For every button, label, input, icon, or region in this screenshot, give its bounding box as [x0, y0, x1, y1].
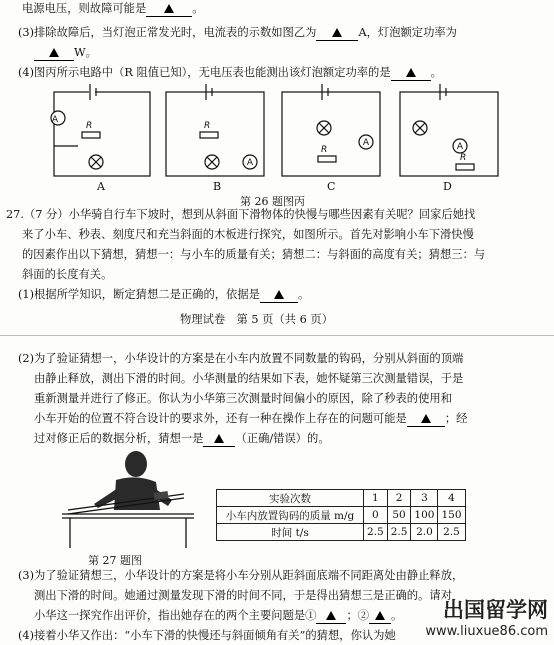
- q27-intro-3: 的因素作出以下猜想，猜想一：与小车的质量有关；猜想二：与斜面的高度有关；猜想三：与: [22, 248, 486, 261]
- svg-text:R: R: [86, 121, 93, 131]
- circuit-label-a: A: [97, 180, 105, 193]
- svg-text:A: A: [246, 158, 254, 168]
- q27-q2-line-3: 重新测量并进行了修正。你认为小华第三次测量时间偏小的原因，除了秒表的使用和: [34, 392, 452, 405]
- table-header-row: [217, 490, 466, 507]
- svg-text:R: R: [321, 145, 328, 155]
- table-cell: 2.5: [364, 524, 388, 541]
- table-cell: 2: [387, 490, 411, 507]
- table-cell: 150: [438, 507, 465, 524]
- q27-q4-line-1: (4)接着小华又作出：“小车下滑的快慢还与斜面倾角有关”的猜想，你认为她: [18, 629, 396, 642]
- blank-marker-icon: [274, 290, 284, 299]
- page-footer: 物理试卷 第 5 页（共 6 页）: [180, 313, 334, 326]
- q27-intro-2: 来了小车、秒表、刻度尺和充当斜面的木板进行探究，如图所示。首先对影响小车下滑快慢: [22, 228, 474, 241]
- q27-q3-line-1: (3)为了验证猜想三，小华设计的方案是将小车分别从距斜面底端不同距离处由静止释放，: [18, 569, 464, 582]
- watermark-url: www.liuxue86.com: [425, 624, 548, 639]
- blank-marker-icon: [214, 434, 224, 443]
- blank-marker-icon: [49, 48, 59, 57]
- watermark-name: 出国留学网: [443, 598, 548, 622]
- watermark: [425, 594, 548, 639]
- q27-intro-1: 27.（7 分）小华骑自行车下坡时，想到从斜面下滑物体的快慢与哪些因素有关呢？回家后她找: [6, 208, 476, 221]
- page-separator: [0, 335, 554, 336]
- circuit-c: [282, 84, 380, 176]
- q27-q2-line-2: 由静止释放，测出下滑的时间。小华测量的结果如下表，她怀疑第三次测量错误，于是: [34, 372, 464, 385]
- blank-marker-icon: [332, 28, 342, 37]
- blank-marker-icon: [164, 4, 174, 13]
- table-cell: 2.5: [438, 524, 465, 541]
- circuit-d: [400, 84, 498, 176]
- incline-experiment-figure: [54, 440, 210, 550]
- q27-question-1: (1)根据所学知识，断定猜想二是正确的，依据是 。: [18, 288, 310, 301]
- svg-text:R: R: [460, 153, 467, 163]
- q26-line-3: W。: [34, 46, 97, 61]
- circuit-a: [51, 84, 150, 176]
- blank-marker-icon: [375, 611, 385, 620]
- q26-line-4: (4)图丙所示电路中（R 阻值已知），无电压表也能测出该灯泡额定功率的是 。: [18, 66, 442, 79]
- svg-text:A: A: [456, 142, 464, 152]
- svg-text:A: A: [51, 115, 59, 125]
- table-cell: 时间 t/s: [217, 524, 364, 541]
- table-cell: 2.0: [411, 524, 438, 541]
- svg-text:A: A: [362, 138, 370, 148]
- circuit-diagrams: [0, 80, 554, 200]
- table-cell: 4: [438, 490, 465, 507]
- circuit-label-c: C: [327, 180, 336, 193]
- experiment-table: [216, 489, 466, 541]
- table-cell: 0: [364, 507, 388, 524]
- table-cell: 50: [387, 507, 411, 524]
- q27-q3-line-3: 小华这一探究作出评价，指出她存在的两个主要问题是① ；② 。: [34, 609, 403, 622]
- q27-q2-line-1: (2)为了验证猜想一，小华设计的方案是在小车内放置不同数量的钩码，分别从斜面的顶端: [18, 352, 464, 365]
- blank-marker-icon: [421, 414, 431, 423]
- table-cell: 3: [411, 490, 438, 507]
- circuit-label-d: D: [443, 180, 452, 193]
- figure-caption-27: 第 27 题图: [88, 554, 142, 567]
- svg-text:R: R: [204, 121, 211, 131]
- table-cell: 小车内放置钩码的质量 m/g: [217, 507, 364, 524]
- q27-intro-4: 斜面的长度有关。: [22, 268, 113, 281]
- q26-line-1: 电源电压，则故障可能是 。: [22, 2, 204, 15]
- blank-marker-icon: [326, 611, 336, 620]
- q27-q3-line-2: 测出下滑的时间。她通过测量发现下滑的时间不同，于是得出猜想三是正确的。请对: [34, 589, 452, 602]
- table-cell: 实验次数: [217, 490, 364, 507]
- q27-q2-line-4: 小车开始的位置不符合设计的要求外，还有一种在操作上存在的问题可能是 ；经: [34, 412, 468, 425]
- q26-line-2: (3)排除故障后，当灯泡正常发光时，电流表的示数如图乙为 A，灯泡额定功率为: [18, 26, 457, 39]
- table-cell: 1: [364, 490, 388, 507]
- table-cell: 100: [411, 507, 438, 524]
- table-row: [217, 507, 466, 524]
- q27-q2-line-5: 过对修正后的数据分析，猜想一是 （正确/错误）的。: [34, 432, 330, 445]
- circuit-label-b: B: [213, 180, 222, 193]
- table-row: [217, 524, 466, 541]
- blank-marker-icon: [406, 68, 416, 77]
- table-cell: 2.5: [387, 524, 411, 541]
- figure-caption-26: 第 26 题图丙: [240, 195, 305, 208]
